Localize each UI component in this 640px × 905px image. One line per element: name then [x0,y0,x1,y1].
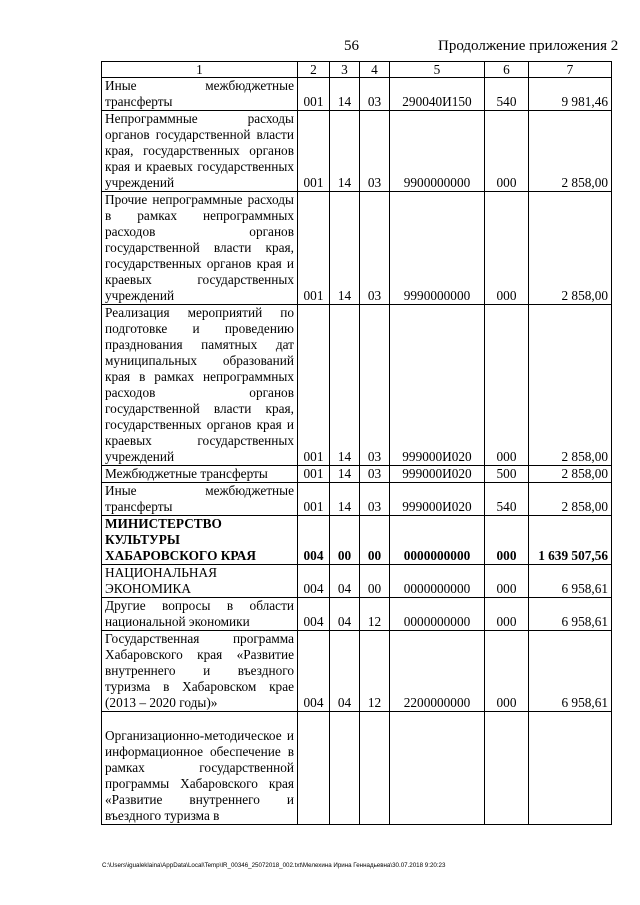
cell-target-item: 0000000000 [390,598,485,631]
row-name: Реализация мероприятий по подготовке и проведению празднования памятных дат муниципальных образований края в рамках непрограммных расходов органов государственной власти края, государственных органов края и краевых государственных учреждений [102,305,298,466]
cell-subsection: 12 [360,598,390,631]
cell-amount: 2 858,00 [529,305,612,466]
cell-target-item: 9900000000 [390,111,485,192]
cell-amount: 9 981,46 [529,78,612,111]
cell-expense-type: 000 [485,111,529,192]
cell-subsection: 00 [360,565,390,598]
cell-code: 001 [298,483,330,516]
column-header: 4 [360,62,390,78]
cell-section: 14 [330,483,360,516]
cell-subsection: 12 [360,631,390,712]
column-header: 5 [390,62,485,78]
cell-expense-type: 000 [485,192,529,305]
cell-expense-type: 000 [485,516,529,565]
row-name: Иные межбюджетные трансферты [102,483,298,516]
budget-table [101,61,612,825]
cell-expense-type: 540 [485,483,529,516]
table-row [102,111,612,192]
table-header-row [102,62,612,78]
column-header: 6 [485,62,529,78]
cell-section: 00 [330,516,360,565]
cell-code: 001 [298,192,330,305]
row-name: МИНИСТЕРСТВО КУЛЬТУРЫ ХАБАРОВСКОГО КРАЯ [102,516,298,565]
cell-amount: 1 639 507,56 [529,516,612,565]
cell-code: 001 [298,466,330,483]
column-header: 1 [102,62,298,78]
cell-amount: 6 958,61 [529,565,612,598]
cell-subsection: 00 [360,516,390,565]
cell-section [330,712,360,825]
table-row [102,192,612,305]
cell-section: 04 [330,565,360,598]
cell-code: 001 [298,111,330,192]
row-name: Межбюджетные трансферты [102,466,298,483]
cell-amount: 2 858,00 [529,483,612,516]
page-number: 56 [344,38,359,54]
row-name: Государственная программа Хабаровского края «Развитие внутреннего и въездного туризма в Хабаровском крае (2013 – 2020 годы)» [102,631,298,712]
cell-amount [529,712,612,825]
cell-expense-type: 000 [485,305,529,466]
table-row [102,631,612,712]
cell-amount: 2 858,00 [529,466,612,483]
cell-target-item [390,712,485,825]
table-row [102,565,612,598]
cell-section: 14 [330,78,360,111]
cell-target-item: 2200000000 [390,631,485,712]
cell-subsection: 03 [360,78,390,111]
row-name: Иные межбюджетные трансферты [102,78,298,111]
cell-code [298,712,330,825]
appendix-continuation-title: Продолжение приложения 2 [438,38,619,54]
cell-target-item: 9990000000 [390,192,485,305]
cell-subsection [360,712,390,825]
cell-subsection: 03 [360,305,390,466]
cell-code: 004 [298,631,330,712]
row-name: Организационно-методическое и информационное обеспечение в рамках государственной программы Хабаровского края «Развитие внутреннего и въездного туризма в [102,712,298,825]
table-row [102,305,612,466]
cell-code: 004 [298,598,330,631]
cell-section: 04 [330,631,360,712]
cell-target-item: 999000И020 [390,305,485,466]
cell-subsection: 03 [360,466,390,483]
table-row [102,78,612,111]
row-name: Прочие непрограммные расходы в рамках непрограммных расходов органов государственной власти края, государственных органов края и краевых государственных учреждений [102,192,298,305]
row-name: НАЦИОНАЛЬНАЯ ЭКОНОМИКА [102,565,298,598]
cell-target-item: 290040И150 [390,78,485,111]
cell-expense-type: 000 [485,631,529,712]
column-header: 3 [330,62,360,78]
cell-section: 14 [330,111,360,192]
table-row [102,516,612,565]
cell-expense-type: 000 [485,598,529,631]
cell-code: 001 [298,305,330,466]
column-header: 7 [529,62,612,78]
table-row [102,598,612,631]
cell-section: 04 [330,598,360,631]
cell-target-item: 999000И020 [390,483,485,516]
cell-subsection: 03 [360,111,390,192]
cell-expense-type: 000 [485,565,529,598]
cell-amount: 2 858,00 [529,192,612,305]
cell-section: 14 [330,192,360,305]
cell-amount: 2 858,00 [529,111,612,192]
cell-amount: 6 958,61 [529,631,612,712]
cell-target-item: 0000000000 [390,565,485,598]
cell-expense-type: 540 [485,78,529,111]
cell-subsection: 03 [360,192,390,305]
table-row [102,483,612,516]
table-row [102,466,612,483]
cell-expense-type [485,712,529,825]
cell-expense-type: 500 [485,466,529,483]
cell-subsection: 03 [360,483,390,516]
column-header: 2 [298,62,330,78]
cell-section: 14 [330,466,360,483]
cell-code: 004 [298,565,330,598]
file-path-footer: C:\Users\igualeklaina\AppData\Local\Temp\IR_00346_25072018_002.txt\Мелехина Ирина Геннадьевна\30.07.2018 9:20:23 [102,862,446,869]
cell-code: 004 [298,516,330,565]
cell-target-item: 999000И020 [390,466,485,483]
row-name: Другие вопросы в области национальной экономики [102,598,298,631]
cell-section: 14 [330,305,360,466]
cell-target-item: 0000000000 [390,516,485,565]
cell-code: 001 [298,78,330,111]
table-row [102,712,612,825]
row-name: Непрограммные расходы органов государственной власти края, государственных органов края и краевых государственных учреждений [102,111,298,192]
cell-amount: 6 958,61 [529,598,612,631]
